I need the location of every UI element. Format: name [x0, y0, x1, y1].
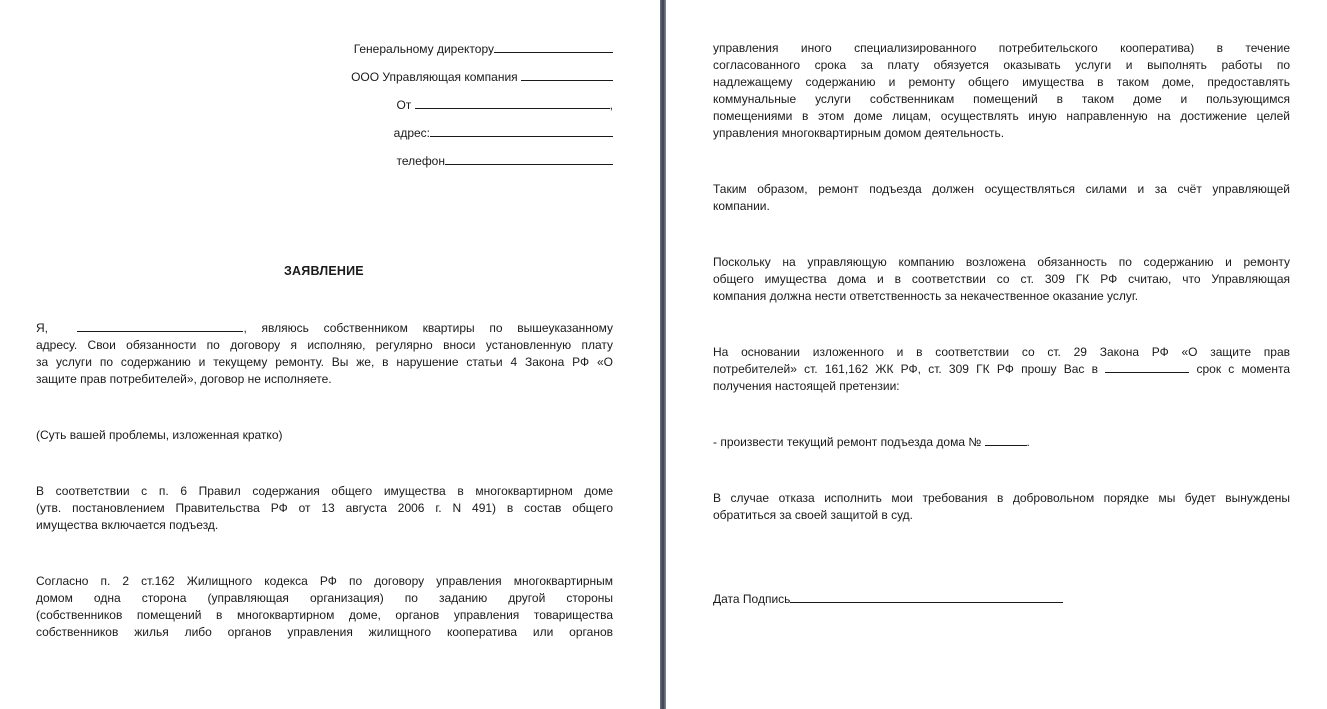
- name-blank: [77, 320, 243, 332]
- rules-line-1: В соответствии с п. 6 Правил содержания общего имущества в многоквартирном доме: [36, 484, 613, 498]
- intro-line-3: за услуги по содержанию и текущему ремонту. Вы же, в нарушение статьи 4 Закона РФ «О: [36, 355, 613, 369]
- problem-placeholder: (Суть вашей проблемы, изложенная кратко): [36, 428, 283, 442]
- address-label: адрес:: [393, 126, 430, 140]
- intro-line-2: адресу. Свои обязанности по договору я исполняю, регулярно вноси установленную плату: [36, 338, 613, 352]
- company-label: ООО Управляющая компания: [351, 70, 518, 84]
- refusal-line-1: В случае отказа исполнить мои требования в добровольном порядке мы будет вынуждены: [713, 491, 1290, 505]
- company-blank: [521, 69, 613, 81]
- cont-line-3: надлежащему содержанию и ремонту общего имущества в таком доме, предоставлять: [713, 75, 1290, 89]
- code-line-3: (собственников помещений в многоквартирном доме, органов управления товарищества: [36, 608, 613, 622]
- refusal-line-2: обратиться за своей защитой в суд.: [713, 508, 914, 522]
- from-label: От: [396, 98, 412, 112]
- thus-line-2: компании.: [713, 199, 770, 213]
- basis-line-2: потребителей» ст. 161,162 ЖК РФ, ст. 309 ГК РФ прошу Вас в срок с момента: [713, 362, 1291, 376]
- term-blank: [1105, 361, 1189, 373]
- continuation-paragraph: [713, 40, 1290, 142]
- addressee-from-line: [396, 97, 613, 112]
- addressee-company-line: [351, 69, 613, 84]
- rules-line-2: (утв. постановлением Правительства РФ от 13 августа 2006 г. N 491) в состав общего: [36, 501, 613, 515]
- basis-line-3: получения настоящей претензии:: [713, 379, 900, 393]
- signature-line: [713, 591, 1290, 608]
- thus-paragraph: [713, 181, 1290, 215]
- basis-line-1: На основании изложенного и в соответствии со ст. 29 Закона РФ «О защите прав: [713, 345, 1290, 359]
- intro-line-1: Я, , являюсь собственником квартиры по вышеуказанному: [36, 321, 613, 335]
- signature-label: Дата Подпись: [713, 592, 791, 606]
- refusal-paragraph: [713, 490, 1290, 524]
- intro-paragraph: [36, 320, 613, 388]
- cont-line-6: управления многоквартирным домом деятельность.: [713, 126, 1005, 140]
- intro-line-4: защите прав потребителей», договор не исполняете.: [36, 372, 332, 386]
- since-line-3: компания должна нести ответственность за некачественное оказание услуг.: [713, 289, 1139, 303]
- since-paragraph: [713, 254, 1290, 305]
- cont-line-1: управления иного специализированного потребительского кооператива) в течение: [713, 41, 1290, 55]
- document-title: ЗАЯВЛЕНИЕ: [284, 264, 364, 278]
- phone-blank: [445, 153, 613, 165]
- addressee-address-line: [394, 125, 613, 140]
- housing-code-paragraph: [36, 573, 613, 641]
- address-blank: [430, 125, 613, 137]
- cont-line-5: помещениями в этом доме лицам, осуществлять иную направленную на достижение целей: [713, 109, 1290, 123]
- right-page: [666, 0, 1327, 709]
- basis-paragraph: [713, 344, 1290, 395]
- thus-line-1: Таким образом, ремонт подъезда должен осуществляться силами и за счёт управляющей: [713, 182, 1290, 196]
- code-line-1: Согласно п. 2 ст.162 Жилищного кодекса РФ по договору управления многоквартирным: [36, 574, 613, 588]
- cont-line-2: согласованного срока за плату обязуется оказывать услуги и выполнять работы по: [713, 58, 1290, 72]
- house-number-blank: [985, 434, 1027, 446]
- phone-label: телефон: [396, 154, 445, 168]
- rules-line-3: имущества включается подъезд.: [36, 518, 219, 532]
- cont-line-4: коммунальные услуги собственникам помещений в таком доме и пользующимся: [713, 92, 1290, 106]
- director-blank: [494, 41, 613, 53]
- code-line-4: собственников жилья либо органов управления жилищного кооператива или органов: [36, 625, 613, 639]
- addressee-director-line: [354, 41, 613, 56]
- since-line-2: общего имущества дома и в соответствии со ст. 309 ГК РФ считаю, что Управляющая: [713, 272, 1290, 286]
- from-blank: [415, 97, 610, 109]
- since-line-1: Поскольку на управляющую компанию возложена обязанность по содержанию и ремонту: [713, 255, 1290, 269]
- rules-paragraph: [36, 483, 613, 534]
- demand-item: - произвести текущий ремонт подъезда дома № .: [713, 435, 1030, 449]
- from-comma: ,: [609, 98, 613, 112]
- left-page: [0, 0, 660, 709]
- addressee-phone-line: [397, 153, 614, 168]
- director-label: Генеральному директору: [353, 42, 494, 56]
- signature-blank: [790, 591, 1063, 603]
- code-line-2: домом одна сторона (управляющая организация) по заданию другой стороны: [36, 591, 613, 605]
